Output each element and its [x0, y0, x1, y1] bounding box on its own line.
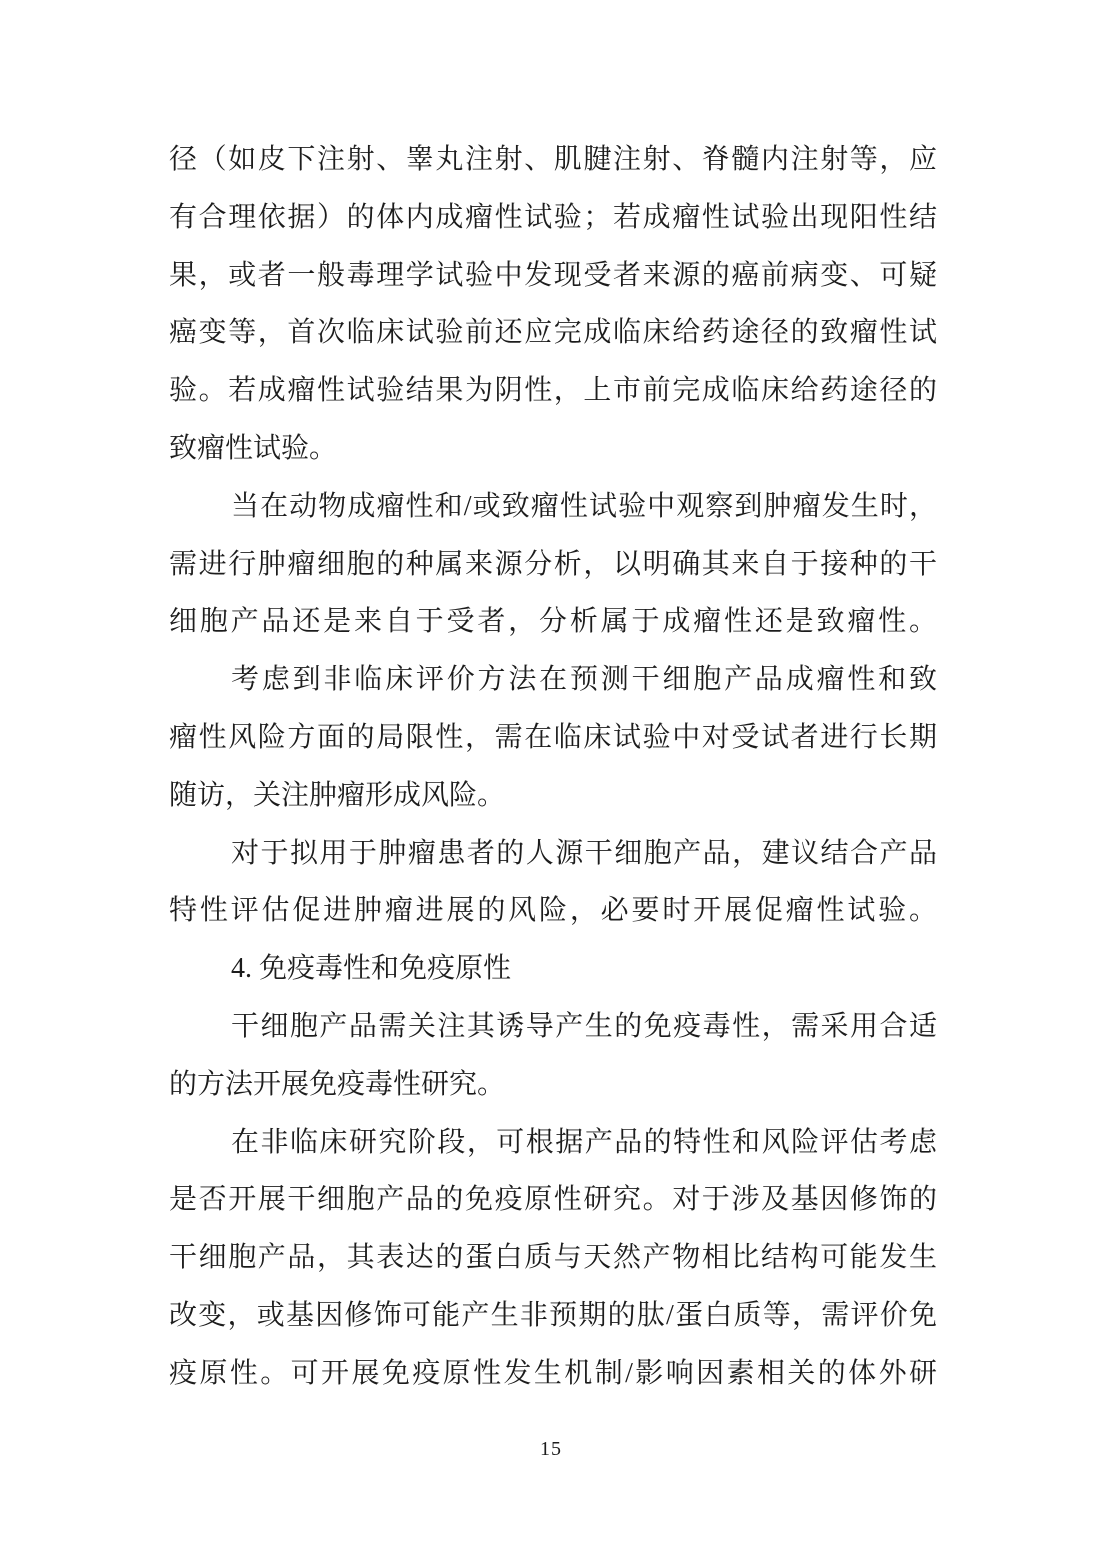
text-line: 4. 免疫毒性和免疫原性 [231, 953, 512, 985]
text-line: 干细胞产品需关注其诱导产生的免疫毒性，需采用合适 [231, 1010, 937, 1042]
text-line: 干细胞产品，其表达的蛋白质与天然产物相比结构可能发生 [169, 1242, 937, 1274]
document-body [169, 131, 937, 1403]
text-line: 果，或者一般毒理学试验中发现受者来源的癌前病变、可疑 [169, 259, 937, 291]
text-line: 有合理依据）的体内成瘤性试验；若成瘤性试验出现阳性结 [169, 201, 937, 233]
text-line: 致瘤性试验。 [169, 432, 338, 464]
text-line: 在非临床研究阶段，可根据产品的特性和风险评估考虑 [231, 1126, 937, 1158]
text-line: 当在动物成瘤性和/或致瘤性试验中观察到肿瘤发生时， [231, 490, 937, 522]
page-number: 15 [540, 1438, 562, 1460]
text-line: 瘤性风险方面的局限性，需在临床试验中对受试者进行长期 [169, 721, 937, 753]
text-line: 改变，或基因修饰可能产生非预期的肽/蛋白质等，需评价免 [169, 1299, 937, 1331]
text-line: 疫原性。可开展免疫原性发生机制/影响因素相关的体外研 [169, 1357, 937, 1389]
text-line: 的方法开展免疫毒性研究。 [169, 1068, 506, 1100]
text-line: 随访，关注肿瘤形成风险。 [169, 779, 506, 811]
text-line: 细胞产品还是来自于受者，分析属于成瘤性还是致瘤性。 [169, 606, 937, 638]
text-line: 需进行肿瘤细胞的种属来源分析，以明确其来自于接种的干 [169, 548, 937, 580]
text-line: 对于拟用于肿瘤患者的人源干细胞产品，建议结合产品 [231, 837, 937, 869]
text-line: 考虑到非临床评价方法在预测干细胞产品成瘤性和致 [231, 664, 937, 696]
text-line: 癌变等，首次临床试验前还应完成临床给药途径的致瘤性试 [169, 317, 937, 349]
text-line: 验。若成瘤性试验结果为阴性，上市前完成临床给药途径的 [169, 375, 937, 407]
text-line: 是否开展干细胞产品的免疫原性研究。对于涉及基因修饰的 [169, 1184, 937, 1216]
text-line: 径（如皮下注射、睾丸注射、肌腱注射、脊髓内注射等，应 [169, 144, 937, 175]
text-line: 特性评估促进肿瘤进展的风险，必要时开展促瘤性试验。 [169, 895, 937, 927]
